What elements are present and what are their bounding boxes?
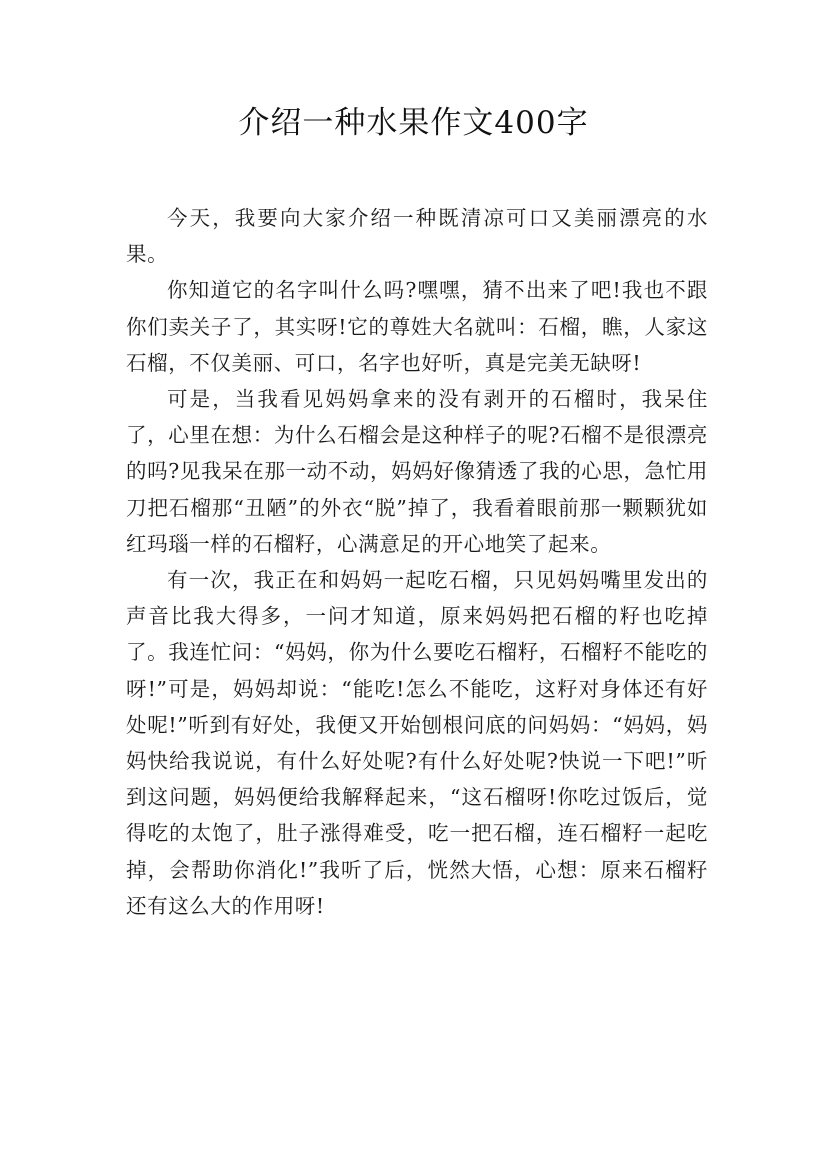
page-title: 介绍一种水果作文400字 — [238, 105, 589, 141]
article-body — [126, 200, 708, 924]
paragraph-1: 今天，我要向大家介绍一种既清凉可口又美丽漂亮的水果。 — [126, 206, 708, 267]
paragraph-3: 可是，当我看见妈妈拿来的没有剥开的石榴时，我呆住了，心里在想：为什么石榴会是这种样子的呢?石榴不是很漂亮的吗?见我呆在那一动不动，妈妈好像猜透了我的心思，急忙用刀把石榴那“丑陋”的外衣“脱”掉了，我看着眼前那一颗颗犹如红玛瑙一样的石榴籽，心满意足的开心地笑了起来。 — [126, 387, 708, 556]
paragraph-2: 你知道它的名字叫什么吗?嘿嘿，猜不出来了吧!我也不跟你们卖关子了，其实呀!它的尊姓大名就叫：石榴，瞧，人家这石榴，不仅美丽、可口，名字也好听，真是完美无缺呀! — [126, 278, 708, 375]
paragraph-4: 有一次，我正在和妈妈一起吃石榴，只见妈妈嘴里发出的声音比我大得多，一问才知道，原来妈妈把石榴的籽也吃掉了。我连忙问：“妈妈，你为什么要吃石榴籽，石榴籽不能吃的呀!”可是，妈妈却说：“能吃!怎么不能吃，这籽对身体还有好处呢!”听到有好处，我便又开始刨根问底的问妈妈：“妈妈，妈妈快给我说说，有什么好处呢?有什么好处呢?快说一下吧!”听到这问题，妈妈便给我解释起来，“这石榴呀!你吃过饭后，觉得吃的太饱了，肚子涨得难受，吃一把石榴，连石榴籽一起吃掉，会帮助你消化!”我听了后，恍然大悟，心想：原来石榴籽还有这么大的作用呀! — [126, 568, 708, 918]
